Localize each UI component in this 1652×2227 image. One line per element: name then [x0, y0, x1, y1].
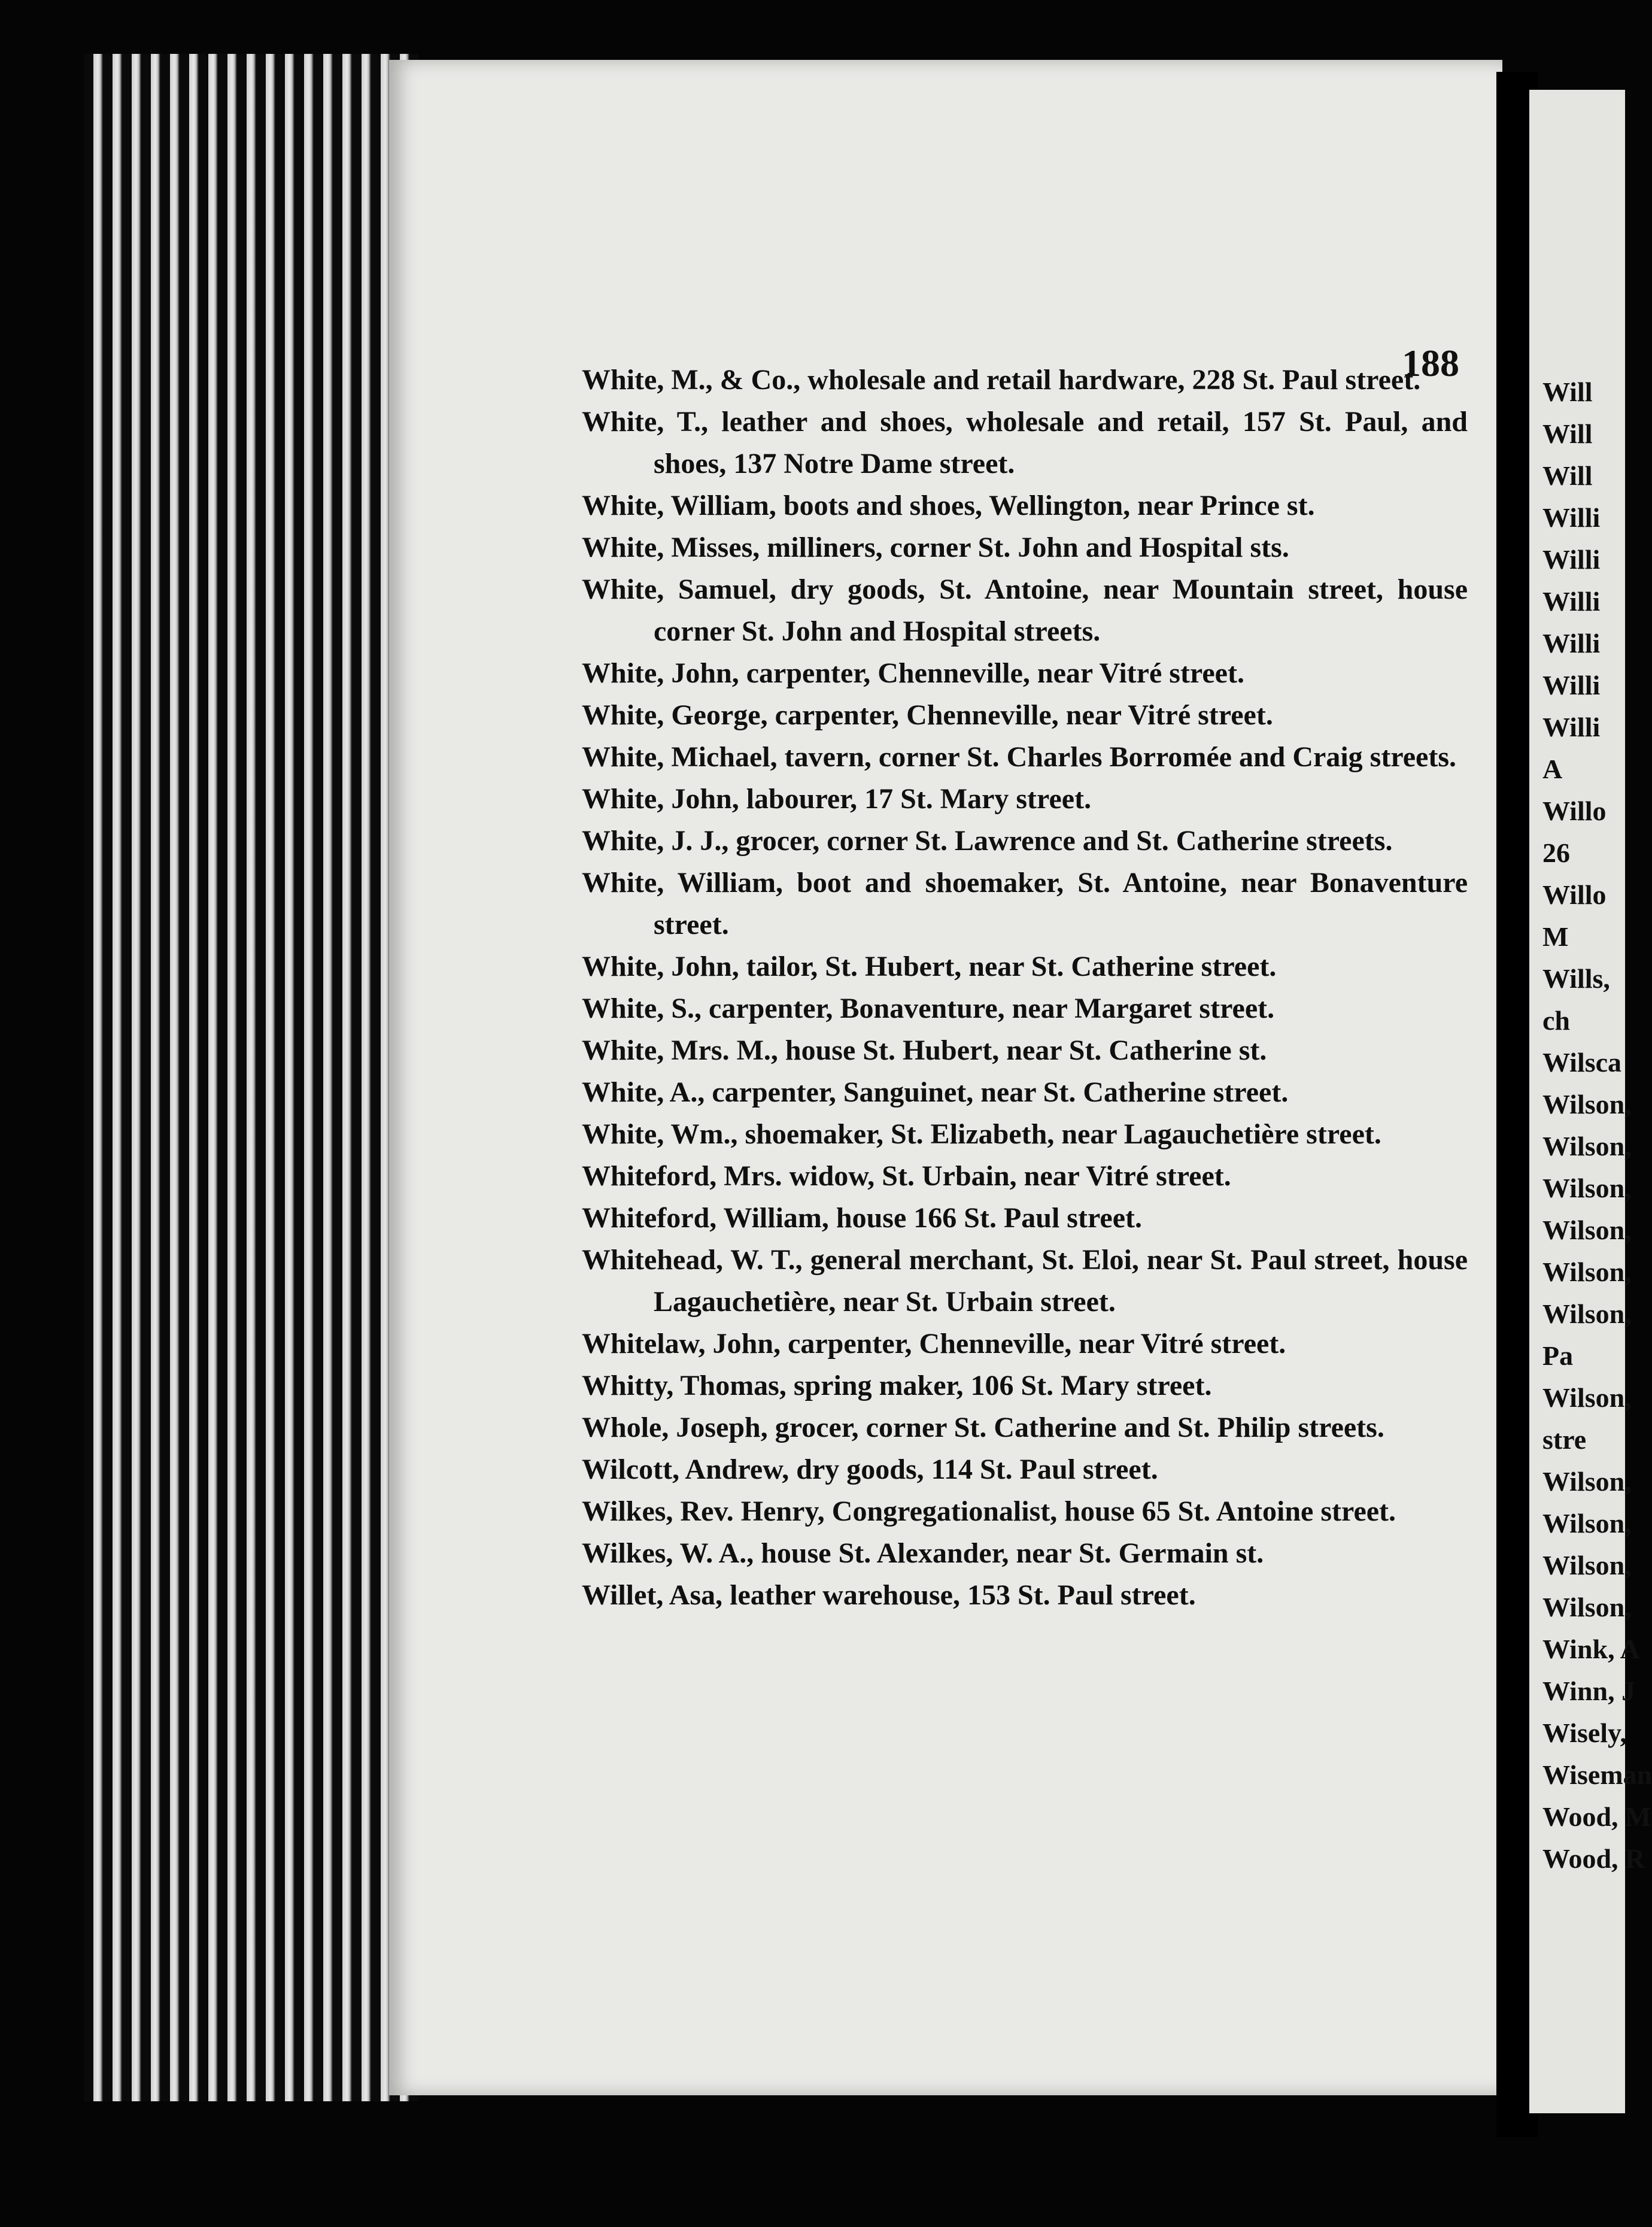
adjacent-page-fragment: A	[1542, 754, 1563, 784]
adjacent-page-fragment: Willo	[1542, 796, 1607, 826]
directory-entry: White, William, boot and shoemaker, St. Antoine, near Bonaventure street.	[582, 867, 1468, 940]
directory-entry: White, M., & Co., wholesale and retail hardware, 228 St. Paul street.	[582, 364, 1421, 396]
adjacent-page-fragment: Wilson,	[1542, 1382, 1632, 1413]
adjacent-page-fragment: Winn, J	[1542, 1676, 1636, 1706]
adjacent-page-fragment: Wisely,	[1542, 1718, 1627, 1748]
adjacent-page-fragment: Wilson,	[1542, 1173, 1632, 1203]
directory-entry: White, Michael, tavern, corner St. Charles Borromée and Craig streets.	[582, 741, 1457, 773]
adjacent-page-fragment: Willo	[1542, 879, 1607, 910]
adjacent-page-fragment: Will	[1542, 418, 1593, 449]
adjacent-page-fragment: Will	[1542, 460, 1593, 491]
adjacent-page-fragment: Wilson,	[1542, 1257, 1632, 1287]
directory-entry: Wilkes, Rev. Henry, Congregationalist, house 65 St. Antoine street.	[582, 1495, 1396, 1527]
adjacent-page-fragment: Willi	[1542, 670, 1601, 700]
adjacent-page-fragment: Willi	[1542, 502, 1601, 533]
adjacent-page-fragment: Wilson,	[1542, 1089, 1632, 1119]
adjacent-page-fragment: Willi	[1542, 586, 1601, 617]
adjacent-page-fragment: Wilsca	[1542, 1047, 1622, 1078]
adjacent-page-fragment: Wood, M	[1542, 1801, 1651, 1832]
adjacent-page-fragment: M	[1542, 921, 1569, 952]
directory-entry: Whitelaw, John, carpenter, Chenneville, near Vitré street.	[582, 1328, 1286, 1360]
adjacent-page-fragment: Wills,	[1542, 963, 1610, 994]
directory-entry: White, John, tailor, St. Hubert, near St. Catherine street.	[582, 951, 1277, 982]
directory-entry: Wilcott, Andrew, dry goods, 114 St. Paul street.	[582, 1454, 1158, 1485]
adjacent-page-fragment: Wilson,	[1542, 1131, 1632, 1161]
adjacent-page-fragment: Will	[1542, 377, 1593, 407]
directory-entry: Whiteford, William, house 166 St. Paul street.	[582, 1202, 1142, 1234]
directory-entry: Willet, Asa, leather warehouse, 153 St. Paul street.	[582, 1579, 1196, 1611]
directory-entries	[582, 359, 1468, 1616]
adjacent-page-fragment: ch	[1542, 1005, 1570, 1036]
book-page-edges	[84, 54, 419, 2101]
directory-entry: White, S., carpenter, Bonaventure, near Margaret street.	[582, 993, 1275, 1024]
directory-entry: White, Wm., shoemaker, St. Elizabeth, near Lagauchetière street.	[582, 1118, 1381, 1150]
adjacent-page-fragment: Willi	[1542, 712, 1601, 742]
adjacent-page-fragment: Willi	[1542, 544, 1601, 575]
directory-entry: Wilkes, W. A., house St. Alexander, near St. Germain st.	[582, 1537, 1264, 1569]
adjacent-page-fragment: Wilson,	[1542, 1550, 1632, 1580]
directory-entry: White, William, boots and shoes, Wellington, near Prince st.	[582, 490, 1315, 521]
directory-entry: White, Misses, milliners, corner St. John and Hospital sts.	[582, 532, 1289, 563]
directory-entry: White, John, carpenter, Chenneville, near Vitré street.	[582, 657, 1244, 689]
adjacent-page-fragment: Wiseman	[1542, 1759, 1652, 1790]
directory-entry: Whitty, Thomas, spring maker, 106 St. Mary street.	[582, 1370, 1212, 1401]
directory-entry: White, George, carpenter, Chenneville, near Vitré street.	[582, 699, 1273, 731]
directory-entry: Whitehead, W. T., general merchant, St. Eloi, near St. Paul street, house Lagauchetière, near St. Urbain street.	[582, 1244, 1468, 1318]
directory-entry: White, John, labourer, 17 St. Mary street.	[582, 783, 1092, 815]
adjacent-page-fragment: 26	[1542, 838, 1570, 868]
directory-entry: White, J. J., grocer, corner St. Lawrence and St. Catherine streets.	[582, 825, 1393, 857]
directory-entry: Whole, Joseph, grocer, corner St. Catherine and St. Philip streets.	[582, 1412, 1384, 1443]
adjacent-page-fragment: Wood, R	[1542, 1843, 1645, 1874]
directory-entry: White, A., carpenter, Sanguinet, near St. Catherine street.	[582, 1076, 1289, 1108]
adjacent-page-fragment: Pa	[1542, 1340, 1574, 1371]
adjacent-page-fragment: Willi	[1542, 628, 1601, 659]
adjacent-page-fragment: Wilson,	[1542, 1215, 1632, 1245]
directory-entry: Whiteford, Mrs. widow, St. Urbain, near Vitré street.	[582, 1160, 1231, 1192]
directory-entry: White, Mrs. M., house St. Hubert, near St. Catherine st.	[582, 1034, 1267, 1066]
page-number: 188	[1402, 342, 1459, 384]
adjacent-page-fragment: Wink, A	[1542, 1634, 1640, 1664]
directory-entry: White, T., leather and shoes, wholesale and retail, 157 St. Paul, and shoes, 137 Notre Dame street.	[582, 406, 1468, 480]
directory-entry: White, Samuel, dry goods, St. Antoine, near Mountain street, house corner St. John and Hospital streets.	[582, 574, 1468, 647]
adjacent-page-fragment: Wilson,	[1542, 1466, 1632, 1497]
adjacent-page	[1529, 90, 1652, 2113]
adjacent-page-fragment: stre	[1542, 1424, 1587, 1455]
adjacent-page-text	[1542, 371, 1652, 1880]
adjacent-page-fragment: Wilson,	[1542, 1592, 1632, 1622]
adjacent-page-fragment: Wilson,	[1542, 1508, 1632, 1539]
adjacent-page-fragment: Wilson,	[1542, 1298, 1632, 1329]
